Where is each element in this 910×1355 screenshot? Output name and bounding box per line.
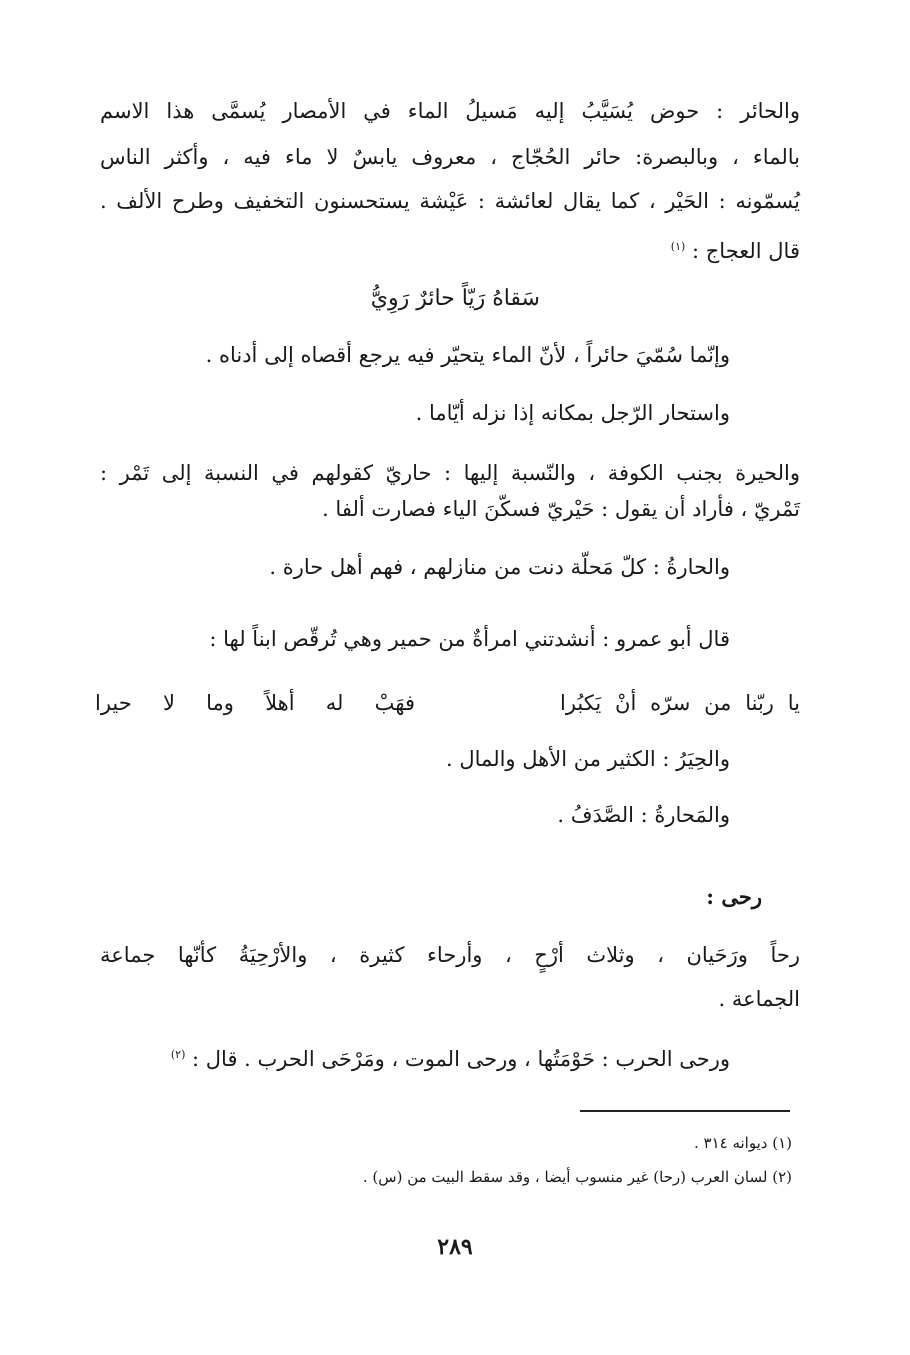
istahara-line: واستحار الرّجل بمكانه إذا نزله أيّاما . <box>415 401 730 425</box>
entry-heading-raha: رحى : <box>706 884 762 909</box>
hair-explanation-line: وإنّما سُمّيَ حائراً ، لأنّ الماء يتحيّر فيه يرجع أقصاه إلى أدناه . <box>205 343 730 367</box>
abu-amr-line: قال أبو عمرو : أنشدتني امرأةٌ من حمير وهي تُرقّص ابناً لها : <box>209 627 730 651</box>
verse-second-hemistich: فهَبْ له أهلاً وما لا حيرا <box>95 691 415 715</box>
hira-line-2: تَمْريّ ، فأراد أن يقول : حَيْريّ فسكّنَ الياء فصارت ألفا . <box>322 497 800 521</box>
hira-line-1: والحيرة بجنب الكوفة ، والنّسبة إليها : حاريّ كقولهم في النسبة إلى تَمْر : <box>100 461 800 485</box>
paragraph-hair-line-2: بالماء ، وبالبصرة: حائر الحُجّاج ، معروف يابسٌ لا ماء فيه ، وأكثر الناس <box>100 145 800 169</box>
raha-line-1: رحاً ورَحَيان ، وثلاث أرْحٍ ، وأرحاء كثيرة ، والأرْحِيَةُ كأنّها جماعة <box>100 943 800 967</box>
footnote-ref-2[interactable]: (٢) <box>170 1048 186 1061</box>
raha-war-line <box>171 1040 730 1074</box>
footnote-2: (٢) لسان العرب (رحا) غير منسوب أيضا ، وقد سقط البيت من (س) . <box>362 1168 792 1186</box>
raha-war-text: ورحى الحرب : حَوْمَتُها ، ورحى الموت ، ومَرْحَى الحرب . قال : <box>192 1047 730 1071</box>
footnote-1: (١) ديوانه ٣١٤ . <box>693 1134 792 1152</box>
verse-first-hemistich: يا ربّنا من سرّه أنْ يَكبُرا <box>560 691 800 715</box>
ajjaj-intro-line <box>671 232 800 266</box>
footnote-ref-1[interactable]: (١) <box>670 240 686 253</box>
mahara-line: والمَحارةُ : الصَّدَفُ . <box>557 803 730 827</box>
raha-line-2: الجماعة . <box>718 987 800 1011</box>
paragraph-hair-line-3: يُسمّونه : الحَيْر ، كما يقال لعائشة : عَيْشة يستحسنون التخفيف وطرح الألف . <box>100 189 800 213</box>
verse-ajjaj: سَقاهُ رَيّاً حائرٌ رَوِيُّ <box>370 286 540 311</box>
page-number: ٢٨٩ <box>437 1234 473 1260</box>
hiyar-line: والحِيَرُ : الكثير من الأهل والمال . <box>446 747 730 771</box>
hara-line: والحارةُ : كلّ مَحلّة دنت من منازلهم ، فهم أهل حارة . <box>269 555 730 579</box>
ajjaj-intro-text: قال العجاج : <box>692 239 800 263</box>
paragraph-hair-line-1: والحائر : حوض يُسَيَّبُ إليه مَسيلُ الماء في الأمصار يُسمَّى هذا الاسم <box>100 99 800 123</box>
footnote-separator <box>580 1110 790 1112</box>
